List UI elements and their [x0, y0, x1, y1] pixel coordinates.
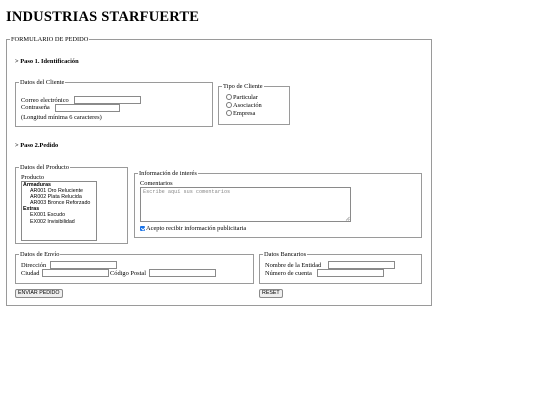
- radio-asociacion-label: Asociación: [233, 102, 262, 109]
- radio-empresa[interactable]: [226, 110, 255, 117]
- city-field[interactable]: [42, 269, 109, 277]
- radio-button[interactable]: [226, 102, 232, 108]
- page-title: INDUSTRIAS STARFUERTE: [6, 9, 200, 25]
- radio-button[interactable]: [226, 94, 232, 100]
- address-field[interactable]: [50, 261, 117, 269]
- product-select[interactable]: [21, 181, 97, 241]
- checkbox-checked-icon[interactable]: [140, 226, 145, 231]
- shipping-legend: Datos de Envío: [20, 251, 60, 258]
- entity-label: Nombre de la Entidad: [265, 262, 322, 269]
- product-legend: Datos del Producto: [20, 164, 69, 171]
- password-label: Contraseña: [21, 104, 50, 111]
- submit-button[interactable]: ENVIAR PEDIDO: [15, 289, 63, 298]
- product-option[interactable]: EX001 Escudo: [30, 212, 66, 219]
- product-option[interactable]: AR002 Plata Relucida: [30, 194, 82, 201]
- info-legend: Información de interés: [139, 170, 197, 177]
- product-option[interactable]: AR003 Bronce Reforzado: [30, 200, 91, 207]
- city-label: Ciudad: [21, 270, 40, 277]
- account-label: Número de cuenta: [265, 270, 312, 277]
- client-type-legend: Tipo de Cliente: [223, 83, 263, 90]
- radio-button[interactable]: [226, 110, 232, 116]
- step2-heading: > Paso 2.Pedido: [15, 142, 59, 149]
- zip-label: Código Postal: [110, 270, 147, 277]
- radio-empresa-label: Empresa: [233, 110, 256, 117]
- product-option[interactable]: AR001 Oro Reluciente: [30, 188, 83, 195]
- advertising-label: Acepto recibir información publicitaria: [146, 225, 247, 232]
- order-form-legend: FORMULARIO DE PEDIDO: [11, 36, 89, 43]
- client-legend: Datos del Cliente: [20, 79, 65, 86]
- entity-field[interactable]: [328, 261, 395, 269]
- radio-particular-label: Particular: [233, 94, 258, 101]
- resize-handle-icon[interactable]: [345, 216, 350, 221]
- reset-button[interactable]: RESET: [259, 289, 283, 298]
- product-group-extras: Extras: [23, 206, 40, 213]
- password-field[interactable]: [55, 104, 120, 112]
- advertising-checkbox-row[interactable]: [140, 225, 246, 232]
- product-group-armaduras: Armaduras: [23, 182, 51, 188]
- bank-legend: Datos Bancarios: [264, 251, 307, 258]
- comments-textarea[interactable]: [140, 187, 351, 222]
- address-label: Dirección: [21, 262, 47, 269]
- comments-label: Comentarios: [140, 180, 173, 187]
- email-label: Correo electrónico: [21, 97, 69, 104]
- email-field[interactable]: [74, 96, 141, 104]
- step1-heading: > Paso 1. Identificación: [15, 58, 79, 65]
- account-field[interactable]: [317, 269, 384, 277]
- product-option[interactable]: EX002 Invisibilidad: [30, 218, 75, 225]
- password-hint: (Longitud mínima 6 caracteres): [21, 114, 102, 121]
- zip-field[interactable]: [149, 269, 216, 277]
- radio-asociacion[interactable]: [226, 102, 262, 109]
- radio-particular[interactable]: [226, 94, 258, 101]
- product-label: Producto: [21, 174, 45, 181]
